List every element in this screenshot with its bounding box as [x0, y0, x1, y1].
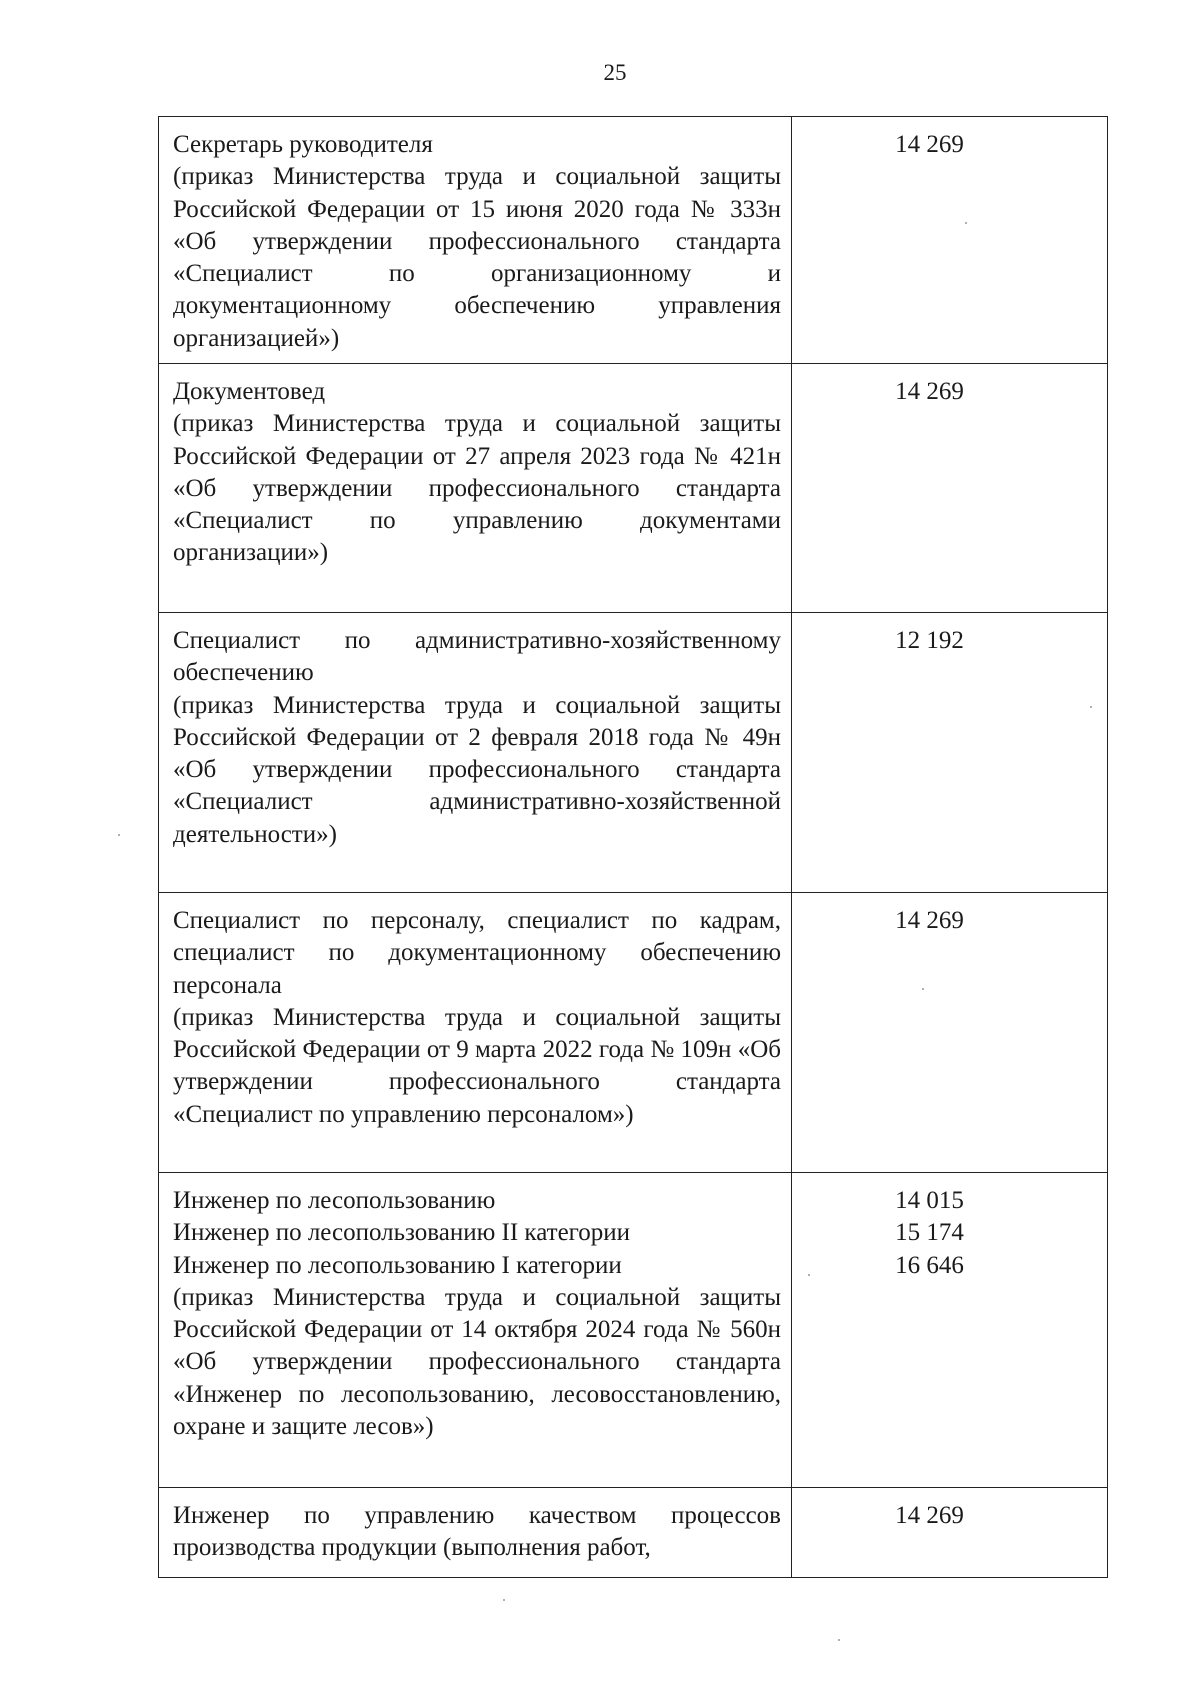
salary-table — [158, 116, 1108, 1578]
order-reference: (приказ Министерства труда и социальной защиты Российской Федерации от 9 марта 2022 года № 109н «Об утверждении профессионального стандарта «Специалист по управлению персоналом») — [173, 1003, 781, 1128]
position-cell — [159, 893, 792, 1173]
salary-value: 15 174 — [895, 1219, 964, 1247]
page-number: 25 — [603, 60, 627, 85]
position-cell — [159, 613, 792, 893]
salary-cell — [792, 1173, 1108, 1488]
position-cell — [159, 364, 792, 613]
salary-value: 14 015 — [895, 1187, 964, 1214]
scan-speck — [118, 834, 120, 836]
scan-speck — [503, 1599, 505, 1601]
table-row — [159, 1488, 1108, 1578]
position-cell — [159, 1173, 792, 1488]
salary-cell — [792, 613, 1108, 893]
salary-value: 12 192 — [895, 627, 964, 654]
order-reference: (приказ Министерства труда и социальной защиты Российской Федерации от 14 октября 2024 года № 560н «Об утверждении профессионального стандарта «Инженер по лесопользованию, лесовосстановлению, охране и защите лесов») — [173, 1283, 781, 1441]
position-title: Инженер по лесопользованию — [173, 1187, 496, 1214]
scan-speck — [922, 988, 924, 990]
salary-value: 14 269 — [895, 378, 964, 405]
scan-speck — [965, 222, 967, 224]
position-title: Инженер по управлению качеством процессов производства продукции (выполнения работ, — [173, 1502, 781, 1562]
salary-cell — [792, 893, 1108, 1173]
table-row — [159, 364, 1108, 613]
order-reference: (приказ Министерства труда и социальной защиты Российской Федерации от 2 февраля 2018 года № 49н «Об утверждении профессионального стандарта «Специалист административно-хозяйственной деятельности») — [173, 691, 781, 848]
table-row — [159, 893, 1108, 1173]
salary-cell — [792, 1488, 1108, 1578]
position-title: Специалист по административно-хозяйственному обеспечению — [173, 627, 781, 687]
position-title: Специалист по персоналу, специалист по кадрам, специалист по документационному обеспечению персонала — [173, 907, 781, 999]
salary-value: 16 646 — [895, 1251, 964, 1279]
scan-speck — [838, 1639, 840, 1641]
position-title: Секретарь руководителя — [173, 131, 433, 158]
position-title: Инженер по лесопользованию II категории — [173, 1219, 631, 1247]
order-reference: (приказ Министерства труда и социальной защиты Российской Федерации от 15 июня 2020 года № 333н «Об утверждении профессионального стандарта «Специалист по организационному и документационному обеспечению управления организацией») — [173, 163, 781, 352]
scan-speck — [1090, 706, 1092, 708]
order-reference: (приказ Министерства труда и социальной защиты Российской Федерации от 27 апреля 2023 года № 421н «Об утверждении профессионального стандарта «Специалист по управлению документами организации») — [173, 410, 781, 567]
table-row — [159, 117, 1108, 364]
salary-value: 14 269 — [895, 1502, 964, 1529]
position-cell — [159, 117, 792, 364]
table-row — [159, 1173, 1108, 1488]
position-title: Документовед — [173, 378, 326, 405]
scan-speck — [808, 1274, 810, 1276]
position-cell — [159, 1488, 792, 1578]
salary-cell — [792, 364, 1108, 613]
salary-value: 14 269 — [895, 907, 964, 934]
position-title: Инженер по лесопользованию I категории — [173, 1251, 622, 1279]
salary-value: 14 269 — [895, 131, 964, 158]
table-row — [159, 613, 1108, 893]
salary-cell — [792, 117, 1108, 364]
